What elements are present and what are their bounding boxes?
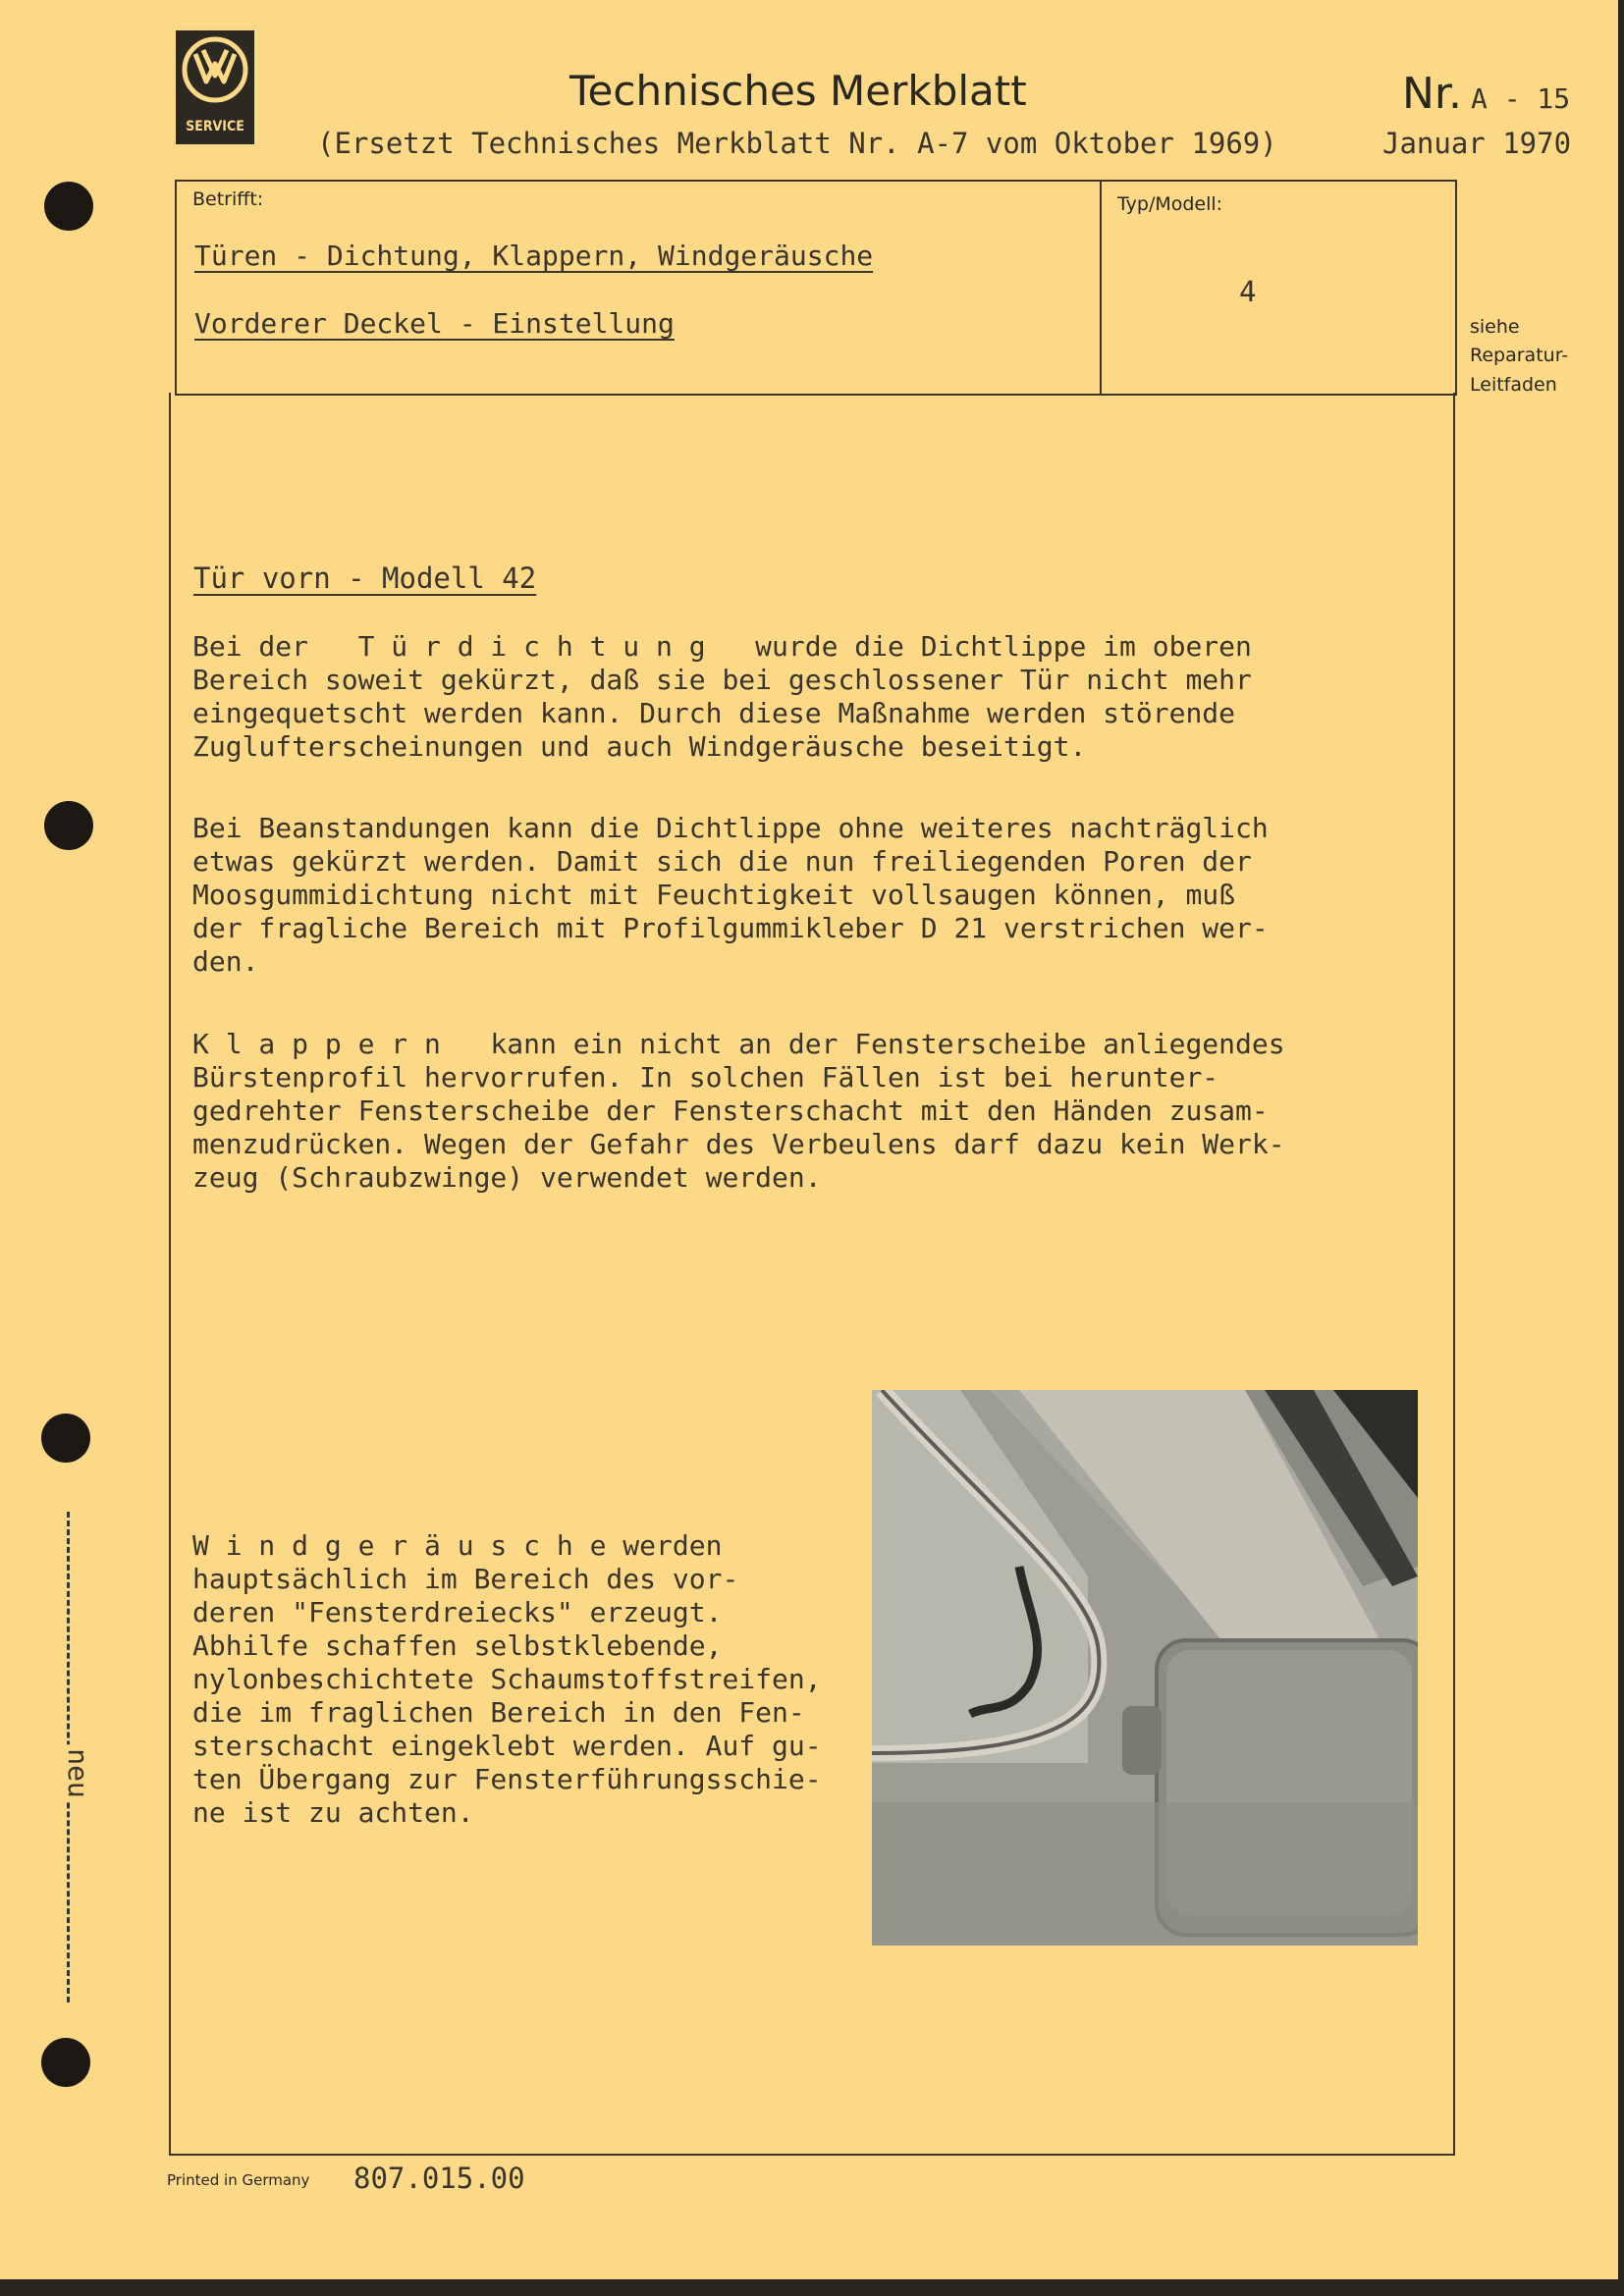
number-value: A - 15 [1471, 82, 1571, 115]
part-number: 807.015.00 [353, 2162, 525, 2195]
page-title: Technisches Merkblatt [569, 67, 1027, 115]
number-label: Nr. [1402, 69, 1462, 119]
section-heading: Tür vorn - Modell 42 [193, 561, 537, 595]
punch-hole [41, 2038, 90, 2087]
side-note-line-1: siehe [1470, 316, 1520, 338]
issue-date: Januar 1970 [1382, 127, 1572, 160]
printed-in-label: Printed in Germany [167, 2171, 310, 2189]
subject-box [175, 180, 1457, 396]
vw-emblem-icon [182, 36, 248, 103]
door-window-photo [872, 1390, 1418, 1946]
paragraph-windgeraeusche: W i n d g e r ä u s c h e werden hauptsächlich im Bereich des vor- deren "Fensterdreiecks" erzeugt. Abhilfe schaffen selbstklebende, nylonbeschichtete Schaumstoffstreifen, die im fraglichen Bereich in den Fen- sterschacht eingeklebt werden. Auf gu- ten Übergang zur Fensterführungsschie- ne ist zu achten. [192, 1529, 822, 1829]
subject-line-1: Türen - Dichtung, Klappern, Windgeräusche [194, 240, 874, 272]
betrifft-label: Betrifft: [192, 188, 264, 210]
punch-hole [41, 1414, 90, 1463]
revision-marker-label: neu [62, 1744, 94, 1802]
box-divider [1100, 180, 1102, 394]
punch-hole [44, 801, 93, 850]
page-subtitle: (Ersetzt Technisches Merkblatt Nr. A-7 vom Oktober 1969) [317, 127, 1277, 160]
subject-line-2: Vorderer Deckel - Einstellung [194, 307, 675, 340]
logo-label: SERVICE [186, 119, 244, 134]
side-note-line-3: Leitfaden [1470, 374, 1557, 396]
side-note-line-2: Reparatur- [1470, 345, 1569, 366]
paragraph-tuerdichtung: Bei der T ü r d i c h t u n g wurde die Dichtlippe im oberen Bereich soweit gekürzt, daß sie bei geschlossener Tür nicht mehr eingequetscht werden kann. Durch diese Maßnahme werden störende Zuglufterscheinungen und auch Windgeräusche beseitigt. [192, 630, 1252, 763]
typ-modell-value: 4 [1239, 275, 1257, 308]
vw-service-logo [176, 30, 254, 144]
paragraph-beanstandungen: Bei Beanstandungen kann die Dichtlippe ohne weiteres nachträglich etwas gekürzt werden. Damit sich die nun freiliegenden Poren der Moosgummidichtung nicht mit Feuchtigkeit vollsaugen können, muß der fragliche Bereich mit Profilgummikleber D 21 verstrichen wer- den. [192, 812, 1269, 978]
punch-hole [44, 182, 93, 231]
paragraph-klappern: K l a p p e r n kann ein nicht an der Fensterscheibe anliegendes Bürstenprofil hervorrufen. In solchen Fällen ist bei herunter- gedrehter Fensterscheibe der Fensterschacht mit den Händen zusam- menzudrücken. Wegen der Gefahr des Verbeulens darf dazu kein Werk- zeug (Schraubzwinge) verwendet werden. [192, 1028, 1285, 1194]
typ-modell-label: Typ/Modell: [1117, 193, 1223, 215]
